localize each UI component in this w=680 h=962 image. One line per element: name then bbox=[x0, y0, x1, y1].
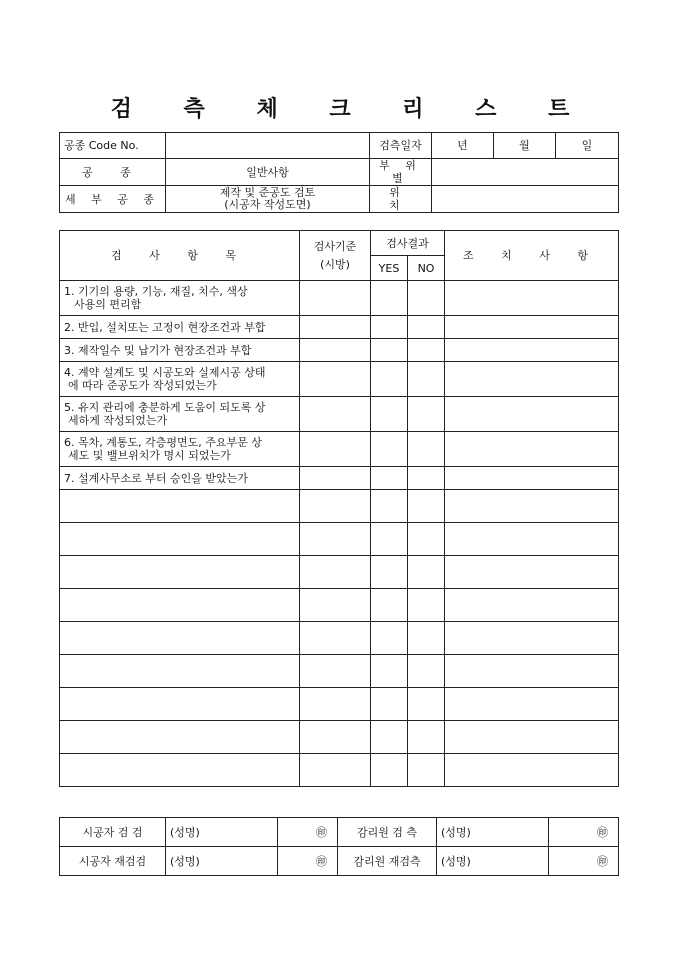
yes-cell[interactable] bbox=[371, 721, 408, 754]
yes-cell[interactable] bbox=[371, 688, 408, 721]
no-cell[interactable] bbox=[408, 339, 445, 362]
yes-cell[interactable] bbox=[371, 490, 408, 523]
checklist-item-line: 세하게 작성되었는가 bbox=[68, 414, 168, 427]
supervisor-inspect-name[interactable]: (성명) bbox=[437, 818, 549, 847]
detail-value[interactable] bbox=[166, 186, 370, 213]
checklist-row bbox=[60, 281, 619, 316]
yes-cell[interactable] bbox=[371, 754, 408, 787]
checklist-item-line: 4. 계약 설계도 및 시공도와 실제시공 상태 bbox=[64, 366, 266, 379]
yes-cell[interactable] bbox=[371, 523, 408, 556]
action-cell[interactable] bbox=[445, 523, 619, 556]
checklist-item-text bbox=[60, 397, 300, 432]
yes-cell[interactable] bbox=[371, 589, 408, 622]
no-cell[interactable] bbox=[408, 589, 445, 622]
standard-cell[interactable] bbox=[300, 339, 371, 362]
item-cell[interactable] bbox=[60, 622, 300, 655]
yes-cell[interactable] bbox=[371, 655, 408, 688]
signature-table bbox=[59, 817, 619, 876]
info-table bbox=[59, 132, 619, 213]
supervisor-inspect-seal-icon[interactable]: ㊞ bbox=[549, 818, 619, 847]
header-items: 검 사 항 목 bbox=[60, 231, 300, 281]
checklist-item-text bbox=[60, 362, 300, 397]
item-cell[interactable] bbox=[60, 721, 300, 754]
item-cell[interactable] bbox=[60, 490, 300, 523]
part-label: 부 위 별 bbox=[370, 159, 432, 186]
action-cell[interactable] bbox=[445, 316, 619, 339]
standard-cell[interactable] bbox=[300, 622, 371, 655]
standard-cell[interactable] bbox=[300, 556, 371, 589]
action-cell[interactable] bbox=[445, 362, 619, 397]
supervisor-reinspect-name[interactable]: (성명) bbox=[437, 847, 549, 876]
standard-cell[interactable] bbox=[300, 397, 371, 432]
action-cell[interactable] bbox=[445, 589, 619, 622]
checklist-row bbox=[60, 467, 619, 490]
checklist-table bbox=[59, 230, 619, 787]
date-year[interactable]: 년 bbox=[432, 133, 494, 159]
action-cell[interactable] bbox=[445, 397, 619, 432]
checklist-item-line: 1. 기기의 용량, 기능, 재질, 치수, 색상 bbox=[64, 285, 248, 298]
page-title: 검 측 체 크 리 스 트 bbox=[110, 96, 592, 122]
checklist-item-text bbox=[60, 467, 300, 490]
detail-label: 세 부 공 종 bbox=[60, 186, 166, 213]
yes-cell[interactable] bbox=[371, 556, 408, 589]
detail-value-line2: (시공자 작성도면) bbox=[224, 198, 311, 211]
checklist-empty-row bbox=[60, 721, 619, 754]
standard-cell[interactable] bbox=[300, 589, 371, 622]
code-value-field[interactable] bbox=[166, 133, 370, 159]
supervisor-reinspect-seal-icon[interactable]: ㊞ bbox=[549, 847, 619, 876]
standard-cell[interactable] bbox=[300, 721, 371, 754]
standard-cell[interactable] bbox=[300, 523, 371, 556]
checklist-empty-row bbox=[60, 688, 619, 721]
contractor-reinspect-label: 시공자 재검검 bbox=[60, 847, 166, 876]
action-cell[interactable] bbox=[445, 655, 619, 688]
item-cell[interactable] bbox=[60, 523, 300, 556]
checklist-item-line: 7. 설계사무소로 부터 승인을 받았는가 bbox=[64, 471, 248, 485]
checklist-row bbox=[60, 316, 619, 339]
part-value-field[interactable] bbox=[432, 159, 619, 186]
standard-cell[interactable] bbox=[300, 655, 371, 688]
contractor-inspect-name[interactable]: (성명) bbox=[166, 818, 278, 847]
header-standard-line1: 검사기준 bbox=[313, 239, 357, 253]
yes-cell[interactable] bbox=[371, 467, 408, 490]
action-cell[interactable] bbox=[445, 754, 619, 787]
item-cell[interactable] bbox=[60, 589, 300, 622]
standard-cell[interactable] bbox=[300, 688, 371, 721]
no-cell[interactable] bbox=[408, 523, 445, 556]
action-cell[interactable] bbox=[445, 467, 619, 490]
no-cell[interactable] bbox=[408, 316, 445, 339]
no-cell[interactable] bbox=[408, 490, 445, 523]
code-label: 공종 Code No. bbox=[60, 133, 166, 159]
checklist-row bbox=[60, 339, 619, 362]
no-cell[interactable] bbox=[408, 556, 445, 589]
checklist-item-text bbox=[60, 316, 300, 339]
standard-cell[interactable] bbox=[300, 490, 371, 523]
action-cell[interactable] bbox=[445, 432, 619, 467]
checklist-row bbox=[60, 397, 619, 432]
no-cell[interactable] bbox=[408, 281, 445, 316]
no-cell[interactable] bbox=[408, 721, 445, 754]
action-cell[interactable] bbox=[445, 688, 619, 721]
checklist-empty-row bbox=[60, 754, 619, 787]
checklist-item-text bbox=[60, 432, 300, 467]
contractor-inspect-seal-icon[interactable]: ㊞ bbox=[278, 818, 338, 847]
location-label: 위 치 bbox=[370, 186, 432, 213]
date-label: 검측일자 bbox=[370, 133, 432, 159]
no-cell[interactable] bbox=[408, 655, 445, 688]
yes-cell[interactable] bbox=[371, 432, 408, 467]
header-no: NO bbox=[408, 256, 445, 281]
work-value[interactable]: 일반사항 bbox=[166, 159, 370, 186]
checklist-item-line: 세도 및 밸브위치가 명시 되었는가 bbox=[68, 449, 231, 462]
standard-cell[interactable] bbox=[300, 432, 371, 467]
checklist-empty-row bbox=[60, 622, 619, 655]
checklist-item-text bbox=[60, 281, 300, 316]
checklist-empty-row bbox=[60, 523, 619, 556]
supervisor-inspect-label: 감리원 검 측 bbox=[338, 818, 437, 847]
action-cell[interactable] bbox=[445, 490, 619, 523]
no-cell[interactable] bbox=[408, 754, 445, 787]
action-cell[interactable] bbox=[445, 556, 619, 589]
no-cell[interactable] bbox=[408, 362, 445, 397]
checklist-item-line: 에 따라 준공도가 작성되었는가 bbox=[68, 379, 217, 392]
header-action: 조 치 사 항 bbox=[445, 231, 619, 281]
location-value-field[interactable] bbox=[432, 186, 619, 213]
checklist-item-line: 사용의 편리함 bbox=[74, 298, 142, 311]
item-cell[interactable] bbox=[60, 556, 300, 589]
work-label: 공 종 bbox=[60, 159, 166, 186]
contractor-inspect-label: 시공자 검 검 bbox=[60, 818, 166, 847]
standard-cell[interactable] bbox=[300, 754, 371, 787]
detail-value-line1: 제작 및 준공도 검토 bbox=[219, 186, 316, 199]
checklist-item-line: 6. 목차, 계통도, 각층평면도, 주요부문 상 bbox=[64, 436, 262, 449]
checklist-item-line: 2. 반입, 설치또는 고정이 현장조건과 부합 bbox=[64, 320, 266, 334]
checklist-item-line: 3. 제작일수 및 납기가 현장조건과 부합 bbox=[64, 343, 252, 357]
date-month[interactable]: 월 bbox=[494, 133, 556, 159]
standard-cell[interactable] bbox=[300, 316, 371, 339]
checklist-empty-row bbox=[60, 589, 619, 622]
contractor-reinspect-name[interactable]: (성명) bbox=[166, 847, 278, 876]
no-cell[interactable] bbox=[408, 688, 445, 721]
yes-cell[interactable] bbox=[371, 339, 408, 362]
header-standard bbox=[300, 231, 371, 281]
checklist-row bbox=[60, 362, 619, 397]
header-result: 검사결과 bbox=[371, 231, 445, 256]
checklist-empty-row bbox=[60, 490, 619, 523]
standard-cell[interactable] bbox=[300, 362, 371, 397]
supervisor-reinspect-label: 감리원 재검측 bbox=[338, 847, 437, 876]
header-standard-line2: (시방) bbox=[320, 257, 350, 271]
no-cell[interactable] bbox=[408, 397, 445, 432]
yes-cell[interactable] bbox=[371, 622, 408, 655]
standard-cell[interactable] bbox=[300, 467, 371, 490]
checklist-item-line: 5. 유지 관리에 충분하게 도움이 되도록 상 bbox=[64, 401, 266, 414]
standard-cell[interactable] bbox=[300, 281, 371, 316]
no-cell[interactable] bbox=[408, 467, 445, 490]
no-cell[interactable] bbox=[408, 622, 445, 655]
yes-cell[interactable] bbox=[371, 281, 408, 316]
item-cell[interactable] bbox=[60, 754, 300, 787]
checklist-empty-row bbox=[60, 556, 619, 589]
checklist-row bbox=[60, 432, 619, 467]
checklist-item-text bbox=[60, 339, 300, 362]
yes-cell[interactable] bbox=[371, 362, 408, 397]
contractor-reinspect-seal-icon[interactable]: ㊞ bbox=[278, 847, 338, 876]
yes-cell[interactable] bbox=[371, 397, 408, 432]
action-cell[interactable] bbox=[445, 281, 619, 316]
item-cell[interactable] bbox=[60, 688, 300, 721]
action-cell[interactable] bbox=[445, 339, 619, 362]
yes-cell[interactable] bbox=[371, 316, 408, 339]
item-cell[interactable] bbox=[60, 655, 300, 688]
checklist-empty-row bbox=[60, 655, 619, 688]
header-yes: YES bbox=[371, 256, 408, 281]
action-cell[interactable] bbox=[445, 721, 619, 754]
action-cell[interactable] bbox=[445, 622, 619, 655]
no-cell[interactable] bbox=[408, 432, 445, 467]
date-day[interactable]: 일 bbox=[556, 133, 619, 159]
